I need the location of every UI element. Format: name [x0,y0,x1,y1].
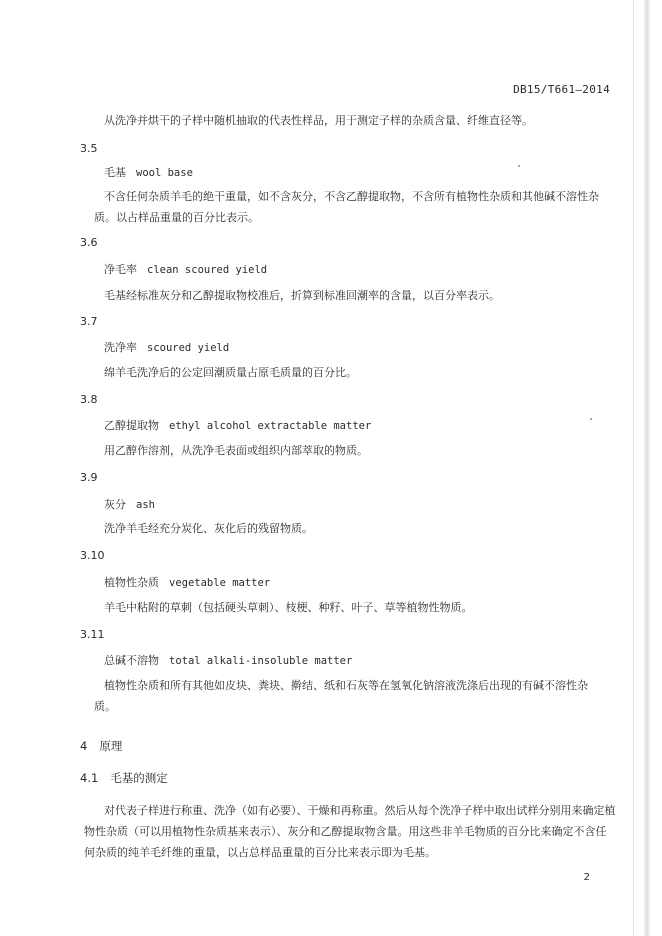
term-cn: 总碱不溶物 [104,654,159,667]
term-en: ethyl alcohol extractable matter [169,420,372,432]
term-definition: 羊毛中粘附的草刺（包括硬头草刺）、枝梗、种籽、叶子、草等植物性物质。 [104,601,473,614]
term-en: ash [136,499,155,511]
term-number: 3.11 [80,628,105,641]
term-definition: 用乙醇作溶剂，从洗净毛表面或组织内部萃取的物质。 [104,444,368,457]
term-heading [104,650,352,672]
scan-speck [590,418,592,420]
standard-code: DB15/T661—2014 [513,83,610,96]
term-number: 3.8 [80,393,98,406]
subsection-title: 毛基的测定 [110,771,168,785]
term-heading [104,415,371,437]
term-heading [104,259,267,281]
term-cn: 净毛率 [104,263,137,276]
term-definition: 毛基经标准灰分和乙醇提取物校准后，折算到标准回潮率的含量，以百分率表示。 [104,289,500,302]
term-heading [104,162,193,184]
term-definition: 植物性杂质和所有其他如皮块、粪块、擀结、纸和石灰等在氢氧化钠溶液洗涤后出现的有碱不溶性杂质。 [94,679,588,713]
term-number: 3.9 [80,471,98,484]
term-cn: 植物性杂质 [104,576,159,589]
term-heading [104,337,229,359]
page-number: 2 [583,872,590,883]
term-cn: 洗净率 [104,341,137,354]
section-title: 原理 [99,739,123,753]
term-definition: 不含任何杂质羊毛的绝干重量，如不含灰分，不含乙醇提取物，不含所有植物性杂质和其他碱不溶性杂质。以占样品重量的百分比表示。 [94,190,599,224]
term-cn: 灰分 [104,498,126,511]
term-number: 3.10 [80,549,105,562]
term-en: wool base [136,167,193,179]
scan-speck [518,165,520,167]
term-number: 3.5 [80,142,98,155]
term-definition: 洗净羊毛经充分炭化、灰化后的残留物质。 [104,522,313,535]
term-en: scoured yield [147,342,230,354]
body-paragraph: 对代表子样进行称重、洗净（如有必要）、干燥和再称重。然后从每个洗净子样中取出试样分别用来确定植物性杂质（可以用植物性杂质基来表示）、灰分和乙醇提取物含量。用这些非羊毛物质的百分比来确定不含任何杂质的纯羊毛纤维的重量，以占总样品重量的百分比来表示即为毛基。 [84,804,616,859]
term-definition: 绵羊毛洗净后的公定回潮质量占原毛质量的百分比。 [104,366,357,379]
subsection-heading [80,770,180,786]
term-number: 3.7 [80,315,98,328]
term-heading [104,494,155,516]
term-en: clean scoured yield [147,264,268,276]
term-en: vegetable matter [169,577,271,589]
section-number: 4 [80,739,88,753]
term-en: total alkali-insoluble matter [169,655,353,667]
term-cn: 毛基 [104,166,126,179]
scan-edge-line [633,0,634,936]
intro-paragraph: 从洗净并烘干的子样中随机抽取的代表性样品，用于测定子样的杂质含量、纤维直径等。 [104,114,533,127]
term-heading [104,572,270,594]
term-number: 3.6 [80,236,98,249]
scan-edge-shadow [644,0,650,936]
section-heading [80,738,134,754]
subsection-number: 4.1 [80,771,99,785]
term-cn: 乙醇提取物 [104,419,159,432]
